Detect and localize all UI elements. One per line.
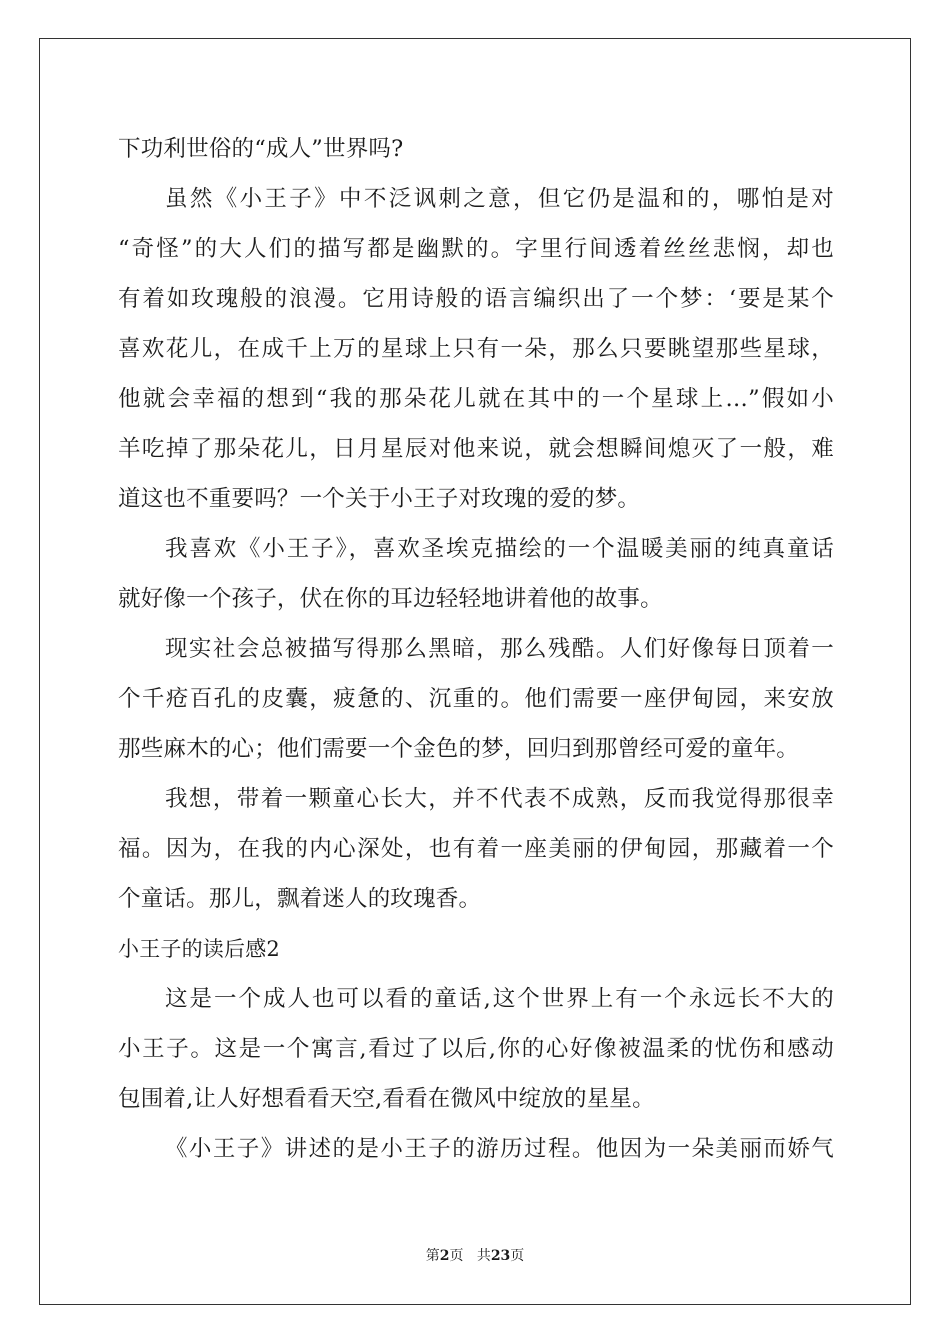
text-line: 那些麻木的心；他们需要一个金色的梦，回归到那曾经可爱的童年。 bbox=[118, 736, 800, 762]
text-line: 我想，带着一颗童心长大，并不代表不成熟，反而我觉得那很幸 bbox=[165, 786, 834, 812]
footer-total-unit: 页 bbox=[510, 1248, 525, 1264]
text-line: 就好像一个孩子，伏在你的耳边轻轻地讲着他的故事。 bbox=[118, 586, 663, 612]
footer-prefix: 第 bbox=[425, 1248, 440, 1264]
footer-total-prefix: 共 bbox=[476, 1248, 491, 1264]
page-footer bbox=[0, 1245, 950, 1265]
total-pages-number: 23 bbox=[490, 1248, 511, 1264]
text-line: 这是一个成人也可以看的童话,这个世界上有一个永远长不大的 bbox=[165, 986, 834, 1012]
text-line: 我喜欢《小王子》，喜欢圣埃克描绘的一个温暖美丽的纯真童话 bbox=[165, 536, 834, 562]
text-line: 喜欢花儿，在成千上万的星球上只有一朵，那么只要眺望那些星球， bbox=[118, 336, 834, 362]
text-line: 虽然《小王子》中不泛讽刺之意，但它仍是温和的，哪怕是对 bbox=[165, 186, 834, 212]
text-line: 现实社会总被描写得那么黑暗，那么残酷。人们好像每日顶着一 bbox=[165, 636, 834, 662]
footer-page-unit: 页 bbox=[449, 1248, 464, 1264]
text-line: 羊吃掉了那朵花儿，日月星辰对他来说，就会想瞬间熄灭了一般，难 bbox=[118, 436, 834, 462]
text-line: 下功利世俗的“成人”世界吗? bbox=[118, 136, 404, 162]
text-line: 个千疮百孔的皮囊，疲惫的、沉重的。他们需要一座伊甸园，来安放 bbox=[118, 686, 834, 712]
text-line: 他就会幸福的想到“我的那朵花儿就在其中的一个星球上…”假如小 bbox=[118, 386, 834, 412]
text-line: 包围着,让人好想看看天空,看看在微风中绽放的星星。 bbox=[118, 1086, 655, 1112]
document-body bbox=[118, 124, 834, 1174]
text-line: 小王子。这是一个寓言,看过了以后,你的心好像被温柔的忧伤和感动 bbox=[118, 1036, 834, 1062]
text-line: “奇怪”的大人们的描写都是幽默的。字里行间透着丝丝悲悯，却也 bbox=[118, 236, 834, 262]
text-line: 个童话。那儿，飘着迷人的玫瑰香。 bbox=[118, 886, 482, 912]
text-line: 《小王子》讲述的是小王子的游历过程。他因为一朵美丽而娇气 bbox=[165, 1136, 834, 1162]
text-line: 道这也不重要吗？一个关于小王子对玫瑰的爱的梦。 bbox=[118, 486, 641, 512]
text-line: 福。因为，在我的内心深处，也有着一座美丽的伊甸园，那藏着一个 bbox=[118, 836, 834, 862]
section-heading: 小王子的读后感2 bbox=[118, 937, 280, 961]
text-line: 有着如玫瑰般的浪漫。它用诗般的语言编织出了一个梦：‘要是某个 bbox=[118, 286, 834, 312]
current-page-number: 2 bbox=[439, 1248, 450, 1264]
